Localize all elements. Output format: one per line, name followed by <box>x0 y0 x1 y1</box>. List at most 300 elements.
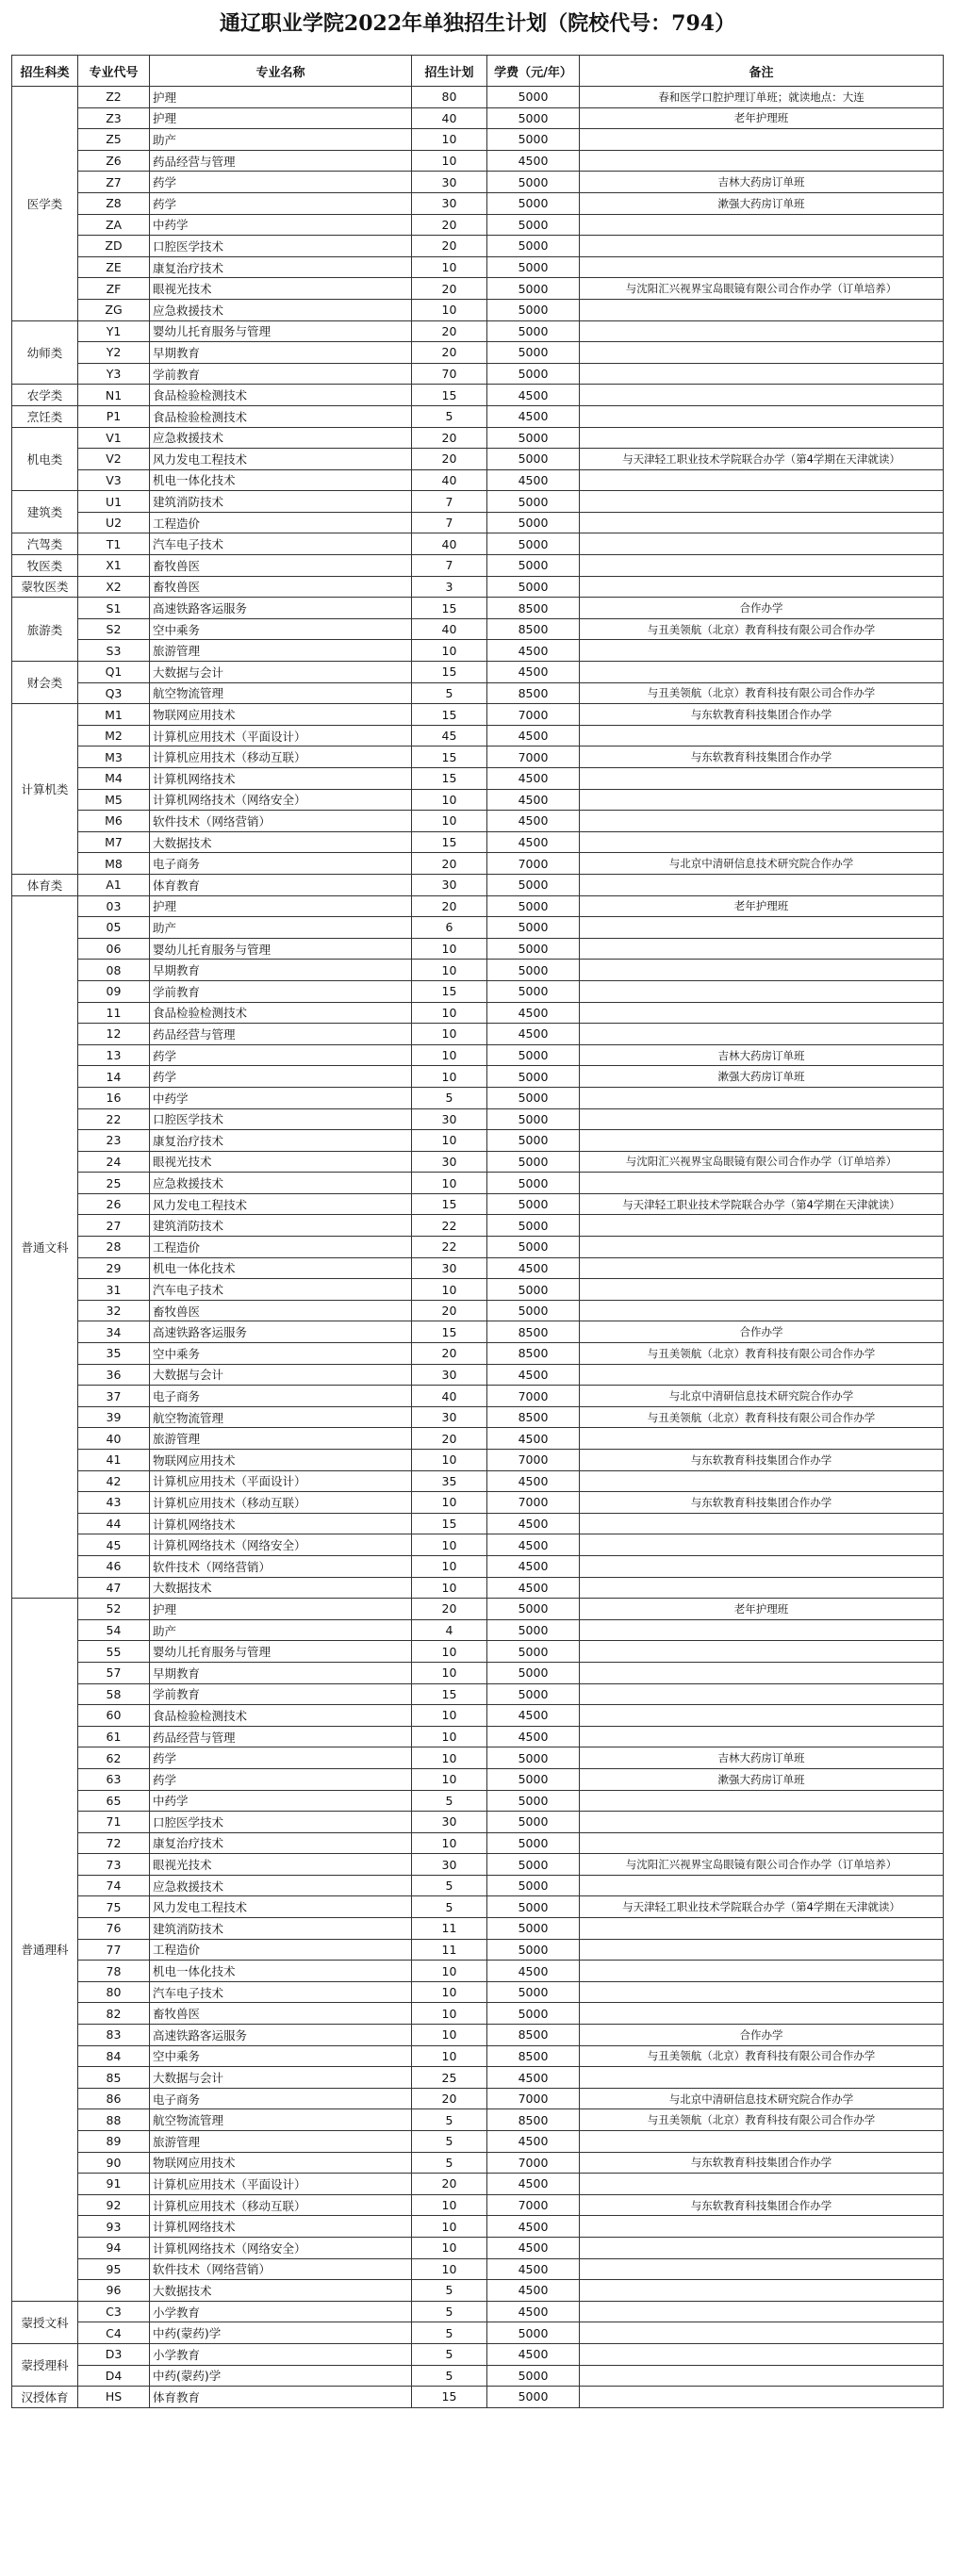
major-code-cell: V1 <box>78 427 150 449</box>
quota-cell: 10 <box>412 789 487 811</box>
major-name-cell: 软件技术（网络营销） <box>150 2258 412 2280</box>
major-code-cell: M8 <box>78 853 150 875</box>
note-cell: 与北京中清研信息技术研究院合作办学 <box>580 2088 944 2109</box>
quota-cell: 10 <box>412 1577 487 1599</box>
tuition-cell: 5000 <box>487 342 580 364</box>
tuition-cell: 5000 <box>487 1130 580 1152</box>
major-code-cell: ZD <box>78 236 150 257</box>
quota-cell: 10 <box>412 1961 487 1982</box>
note-cell: 吉林大药房订单班 <box>580 1044 944 1066</box>
note-cell: 与东软教育科技集团合作办学 <box>580 2152 944 2174</box>
note-cell <box>580 1939 944 1961</box>
major-code-cell: ZE <box>78 256 150 278</box>
major-code-cell: X1 <box>78 555 150 577</box>
quota-cell: 20 <box>412 2174 487 2195</box>
category-cell: 蒙授理科 <box>12 2343 78 2386</box>
tuition-cell: 7000 <box>487 747 580 768</box>
major-name-cell: 大数据与会计 <box>150 662 412 683</box>
major-name-cell: 航空物流管理 <box>150 1406 412 1428</box>
table-row <box>12 1151 944 1173</box>
major-name-cell: 计算机应用技术（移动互联） <box>150 2194 412 2216</box>
major-code-cell: Z5 <box>78 129 150 151</box>
tuition-cell: 4500 <box>487 1726 580 1747</box>
major-name-cell: 软件技术（网络营销） <box>150 811 412 832</box>
major-code-cell: 57 <box>78 1662 150 1683</box>
major-code-cell: 93 <box>78 2216 150 2238</box>
tuition-cell: 7000 <box>487 1492 580 1514</box>
note-cell <box>580 960 944 981</box>
quota-cell: 22 <box>412 1237 487 1258</box>
quota-cell: 30 <box>412 1151 487 1173</box>
table-row <box>12 1215 944 1237</box>
major-code-cell: Z6 <box>78 150 150 172</box>
quota-cell: 10 <box>412 1534 487 1556</box>
major-code-cell: Z8 <box>78 192 150 214</box>
note-cell <box>580 2131 944 2153</box>
major-name-cell: 大数据技术 <box>150 831 412 853</box>
quota-cell: 15 <box>412 1193 487 1215</box>
note-cell <box>580 1024 944 1045</box>
major-name-cell: 中药学 <box>150 214 412 236</box>
quota-cell: 15 <box>412 385 487 406</box>
note-cell <box>580 1555 944 1577</box>
note-cell <box>580 2216 944 2238</box>
major-code-cell: A1 <box>78 874 150 895</box>
table-row <box>12 214 944 236</box>
major-name-cell: 航空物流管理 <box>150 2109 412 2131</box>
major-code-cell: 52 <box>78 1599 150 1620</box>
tuition-cell: 5000 <box>487 1662 580 1683</box>
tuition-cell: 4500 <box>487 1257 580 1279</box>
note-cell: 漱强大药房订单班 <box>580 1066 944 1088</box>
major-code-cell: U2 <box>78 512 150 533</box>
major-name-cell: 应急救援技术 <box>150 299 412 320</box>
quota-cell: 10 <box>412 1768 487 1790</box>
note-cell <box>580 640 944 662</box>
note-cell <box>580 1577 944 1599</box>
table-row <box>12 192 944 214</box>
tuition-cell: 4500 <box>487 725 580 747</box>
note-cell: 与丑美领航（北京）教育科技有限公司合作办学 <box>580 618 944 640</box>
major-name-cell: 药学 <box>150 1044 412 1066</box>
major-code-cell: 96 <box>78 2280 150 2302</box>
quota-cell: 6 <box>412 917 487 939</box>
category-cell: 汉授体育 <box>12 2387 78 2408</box>
major-code-cell: 16 <box>78 1087 150 1108</box>
quota-cell: 15 <box>412 980 487 1002</box>
table-header-row <box>12 56 944 87</box>
major-code-cell: 40 <box>78 1428 150 1450</box>
quota-cell: 10 <box>412 2025 487 2046</box>
quota-cell: 20 <box>412 1343 487 1365</box>
major-code-cell: 03 <box>78 895 150 917</box>
table-row <box>12 1875 944 1896</box>
major-name-cell: 小学教育 <box>150 2343 412 2365</box>
tuition-cell: 4500 <box>487 2280 580 2302</box>
major-code-cell: ZG <box>78 299 150 320</box>
note-cell <box>580 1683 944 1705</box>
major-name-cell: 口腔医学技术 <box>150 1812 412 1833</box>
major-code-cell: 14 <box>78 1066 150 1088</box>
major-name-cell: 计算机应用技术（平面设计） <box>150 1470 412 1492</box>
table-row <box>12 2216 944 2238</box>
quota-cell: 25 <box>412 2067 487 2089</box>
category-cell: 体育类 <box>12 874 78 895</box>
tuition-cell: 5000 <box>487 1641 580 1663</box>
major-name-cell: 中药(蒙药)学 <box>150 2365 412 2387</box>
table-row <box>12 682 944 704</box>
major-name-cell: 汽车电子技术 <box>150 1279 412 1301</box>
major-name-cell: 食品检验检测技术 <box>150 385 412 406</box>
table-row <box>12 2152 944 2174</box>
major-name-cell: 大数据与会计 <box>150 1364 412 1386</box>
note-cell: 与沈阳汇兴视界宝岛眼镜有限公司合作办学（订单培养） <box>580 1854 944 1876</box>
major-code-cell: S2 <box>78 618 150 640</box>
quota-cell: 30 <box>412 1812 487 1833</box>
tuition-cell: 8500 <box>487 2025 580 2046</box>
major-code-cell: 75 <box>78 1896 150 1918</box>
table-row <box>12 129 944 151</box>
table-row <box>12 1193 944 1215</box>
note-cell <box>580 2365 944 2387</box>
note-cell <box>580 2301 944 2322</box>
table-row <box>12 1237 944 1258</box>
tuition-cell: 5000 <box>487 1768 580 1790</box>
category-cell: 幼师类 <box>12 320 78 385</box>
major-name-cell: 风力发电工程技术 <box>150 1193 412 1215</box>
table-row <box>12 2194 944 2216</box>
tuition-cell: 5000 <box>487 1279 580 1301</box>
major-code-cell: C3 <box>78 2301 150 2322</box>
note-cell <box>580 1832 944 1854</box>
category-cell: 普通文科 <box>12 895 78 1599</box>
tuition-cell: 8500 <box>487 2045 580 2067</box>
major-name-cell: 学前教育 <box>150 363 412 385</box>
major-code-cell: 37 <box>78 1386 150 1407</box>
note-cell <box>580 533 944 555</box>
quota-cell: 30 <box>412 1406 487 1428</box>
quota-cell: 5 <box>412 2131 487 2153</box>
note-cell: 合作办学 <box>580 2025 944 2046</box>
tuition-cell: 4500 <box>487 150 580 172</box>
major-name-cell: 计算机网络技术（网络安全） <box>150 1534 412 1556</box>
note-cell <box>580 512 944 533</box>
table-row <box>12 172 944 193</box>
major-name-cell: 中药学 <box>150 1087 412 1108</box>
note-cell <box>580 2237 944 2258</box>
note-cell <box>580 2343 944 2365</box>
note-cell <box>580 1619 944 1641</box>
quota-cell: 30 <box>412 1257 487 1279</box>
major-name-cell: 护理 <box>150 1599 412 1620</box>
major-code-cell: Y3 <box>78 363 150 385</box>
table-row <box>12 1343 944 1365</box>
major-code-cell: 47 <box>78 1577 150 1599</box>
quota-cell: 20 <box>412 2088 487 2109</box>
major-code-cell: T1 <box>78 533 150 555</box>
major-code-cell: M7 <box>78 831 150 853</box>
table-row <box>12 789 944 811</box>
major-name-cell: 应急救援技术 <box>150 427 412 449</box>
major-name-cell: 工程造价 <box>150 1237 412 1258</box>
quota-cell: 5 <box>412 2343 487 2365</box>
major-code-cell: 13 <box>78 1044 150 1066</box>
tuition-cell: 5000 <box>487 236 580 257</box>
table-row <box>12 1279 944 1301</box>
major-name-cell: 物联网应用技术 <box>150 704 412 726</box>
table-row <box>12 256 944 278</box>
tuition-cell: 5000 <box>487 895 580 917</box>
major-code-cell: 34 <box>78 1321 150 1343</box>
note-cell <box>580 1790 944 1812</box>
table-row <box>12 576 944 598</box>
major-name-cell: 风力发电工程技术 <box>150 1896 412 1918</box>
table-row <box>12 1386 944 1407</box>
quota-cell: 10 <box>412 2194 487 2216</box>
major-name-cell: 畜牧兽医 <box>150 2003 412 2025</box>
note-cell <box>580 1705 944 1727</box>
major-code-cell: 32 <box>78 1300 150 1321</box>
major-name-cell: 汽车电子技术 <box>150 533 412 555</box>
quota-cell: 10 <box>412 1641 487 1663</box>
table-row <box>12 768 944 790</box>
major-code-cell: 84 <box>78 2045 150 2067</box>
table-row <box>12 831 944 853</box>
quota-cell: 20 <box>412 320 487 342</box>
major-name-cell: 机电一体化技术 <box>150 1257 412 1279</box>
quota-cell: 10 <box>412 1832 487 1854</box>
quota-cell: 20 <box>412 427 487 449</box>
tuition-cell: 5000 <box>487 299 580 320</box>
table-row <box>12 853 944 875</box>
major-name-cell: 婴幼儿托育服务与管理 <box>150 320 412 342</box>
header-quota: 招生计划 <box>412 56 487 87</box>
major-code-cell: 61 <box>78 1726 150 1747</box>
table-row <box>12 1577 944 1599</box>
note-cell <box>580 150 944 172</box>
category-cell: 蒙牧医类 <box>12 576 78 598</box>
tuition-cell: 5000 <box>487 874 580 895</box>
tuition-cell: 4500 <box>487 2216 580 2238</box>
major-name-cell: 药品经营与管理 <box>150 150 412 172</box>
note-cell: 合作办学 <box>580 598 944 619</box>
note-cell: 与东软教育科技集团合作办学 <box>580 747 944 768</box>
table-row <box>12 1918 944 1940</box>
major-code-cell: 78 <box>78 1961 150 1982</box>
table-row <box>12 1044 944 1066</box>
table-row <box>12 895 944 917</box>
major-name-cell: 旅游管理 <box>150 1428 412 1450</box>
note-cell <box>580 1215 944 1237</box>
major-name-cell: 计算机网络技术（网络安全） <box>150 789 412 811</box>
major-name-cell: 助产 <box>150 129 412 151</box>
major-code-cell: 82 <box>78 2003 150 2025</box>
tuition-cell: 5000 <box>487 1896 580 1918</box>
tuition-cell: 8500 <box>487 1406 580 1428</box>
table-row <box>12 598 944 619</box>
note-cell: 与沈阳汇兴视界宝岛眼镜有限公司合作办学（订单培养） <box>580 1151 944 1173</box>
quota-cell: 30 <box>412 192 487 214</box>
note-cell <box>580 1812 944 1833</box>
major-code-cell: S1 <box>78 598 150 619</box>
quota-cell: 7 <box>412 555 487 577</box>
table-row <box>12 2280 944 2302</box>
major-code-cell: 44 <box>78 1513 150 1534</box>
table-row <box>12 2258 944 2280</box>
tuition-cell: 5000 <box>487 1087 580 1108</box>
quota-cell: 11 <box>412 1918 487 1940</box>
tuition-cell: 4500 <box>487 385 580 406</box>
table-row <box>12 1555 944 1577</box>
table-row <box>12 640 944 662</box>
table-row <box>12 725 944 747</box>
tuition-cell: 5000 <box>487 1981 580 2003</box>
tuition-cell: 4500 <box>487 1513 580 1534</box>
table-row <box>12 1300 944 1321</box>
table-row <box>12 2109 944 2131</box>
note-cell: 吉林大药房订单班 <box>580 1747 944 1769</box>
table-row <box>12 980 944 1002</box>
major-code-cell: 29 <box>78 1257 150 1279</box>
major-name-cell: 药学 <box>150 1066 412 1088</box>
tuition-cell: 8500 <box>487 1343 580 1365</box>
quota-cell: 10 <box>412 2258 487 2280</box>
major-name-cell: 婴幼儿托育服务与管理 <box>150 938 412 960</box>
tuition-cell: 5000 <box>487 449 580 470</box>
tuition-cell: 5000 <box>487 87 580 108</box>
tuition-cell: 5000 <box>487 1854 580 1876</box>
major-name-cell: 应急救援技术 <box>150 1875 412 1896</box>
table-row <box>12 1832 944 1854</box>
quota-cell: 10 <box>412 640 487 662</box>
table-row <box>12 1492 944 1514</box>
quota-cell: 35 <box>412 1470 487 1492</box>
major-name-cell: 电子商务 <box>150 1386 412 1407</box>
quota-cell: 15 <box>412 831 487 853</box>
table-row <box>12 704 944 726</box>
major-code-cell: 63 <box>78 1768 150 1790</box>
major-code-cell: 72 <box>78 1832 150 1854</box>
major-code-cell: M2 <box>78 725 150 747</box>
major-name-cell: 空中乘务 <box>150 2045 412 2067</box>
table-row <box>12 278 944 300</box>
note-cell <box>580 1300 944 1321</box>
quota-cell: 15 <box>412 1683 487 1705</box>
major-name-cell: 空中乘务 <box>150 618 412 640</box>
major-name-cell: 机电一体化技术 <box>150 469 412 491</box>
quota-cell: 10 <box>412 150 487 172</box>
table-row <box>12 1087 944 1108</box>
table-row <box>12 1790 944 1812</box>
note-cell: 与北京中清研信息技术研究院合作办学 <box>580 853 944 875</box>
note-cell <box>580 363 944 385</box>
note-cell <box>580 405 944 427</box>
quota-cell: 10 <box>412 2045 487 2067</box>
tuition-cell: 5000 <box>487 555 580 577</box>
table-row <box>12 2237 944 2258</box>
table-row <box>12 1981 944 2003</box>
tuition-cell: 5000 <box>487 1939 580 1961</box>
major-code-cell: 95 <box>78 2258 150 2280</box>
note-cell: 老年护理班 <box>580 107 944 129</box>
major-code-cell: ZF <box>78 278 150 300</box>
major-code-cell: 46 <box>78 1555 150 1577</box>
table-row <box>12 811 944 832</box>
note-cell <box>580 662 944 683</box>
note-cell <box>580 2280 944 2302</box>
tuition-cell: 5000 <box>487 980 580 1002</box>
table-row <box>12 385 944 406</box>
tuition-cell: 4500 <box>487 2067 580 2089</box>
table-row <box>12 320 944 342</box>
major-name-cell: 畜牧兽医 <box>150 555 412 577</box>
enrollment-plan-table <box>11 55 944 2408</box>
note-cell <box>580 2003 944 2025</box>
table-row <box>12 2365 944 2387</box>
quota-cell: 10 <box>412 299 487 320</box>
quota-cell: 5 <box>412 2109 487 2131</box>
major-name-cell: 眼视光技术 <box>150 1151 412 1173</box>
tuition-cell: 7000 <box>487 704 580 726</box>
major-name-cell: 体育教育 <box>150 874 412 895</box>
quota-cell: 15 <box>412 1321 487 1343</box>
quota-cell: 10 <box>412 129 487 151</box>
category-cell: 蒙授文科 <box>12 2301 78 2343</box>
major-code-cell: 55 <box>78 1641 150 1663</box>
table-row <box>12 2045 944 2067</box>
major-name-cell: 中药(蒙药)学 <box>150 2322 412 2344</box>
note-cell <box>580 129 944 151</box>
quota-cell: 15 <box>412 598 487 619</box>
note-cell <box>580 256 944 278</box>
table-row <box>12 427 944 449</box>
note-cell: 与东软教育科技集团合作办学 <box>580 1492 944 1514</box>
note-cell <box>580 1257 944 1279</box>
quota-cell: 40 <box>412 107 487 129</box>
note-cell: 老年护理班 <box>580 1599 944 1620</box>
major-name-cell: 中药学 <box>150 1790 412 1812</box>
tuition-cell: 4500 <box>487 768 580 790</box>
note-cell <box>580 236 944 257</box>
category-cell: 医学类 <box>12 87 78 321</box>
tuition-cell: 8500 <box>487 2109 580 2131</box>
table-row <box>12 1066 944 1088</box>
table-row <box>12 1450 944 1471</box>
major-code-cell: M6 <box>78 811 150 832</box>
header-category: 招生科类 <box>12 56 78 87</box>
major-name-cell: 食品检验检测技术 <box>150 405 412 427</box>
quota-cell: 45 <box>412 725 487 747</box>
major-code-cell: 62 <box>78 1747 150 1769</box>
major-name-cell: 计算机网络技术（网络安全） <box>150 2237 412 2258</box>
note-cell <box>580 2174 944 2195</box>
major-code-cell: ZA <box>78 214 150 236</box>
tuition-cell: 4500 <box>487 662 580 683</box>
note-cell <box>580 385 944 406</box>
quota-cell: 5 <box>412 1896 487 1918</box>
quota-cell: 15 <box>412 662 487 683</box>
table-row <box>12 662 944 683</box>
major-name-cell: 口腔医学技术 <box>150 1108 412 1130</box>
quota-cell: 20 <box>412 449 487 470</box>
quota-cell: 10 <box>412 2003 487 2025</box>
quota-cell: 20 <box>412 1428 487 1450</box>
major-code-cell: 94 <box>78 2237 150 2258</box>
major-name-cell: 护理 <box>150 87 412 108</box>
major-code-cell: 90 <box>78 2152 150 2174</box>
tuition-cell: 5000 <box>487 1619 580 1641</box>
quota-cell: 20 <box>412 236 487 257</box>
